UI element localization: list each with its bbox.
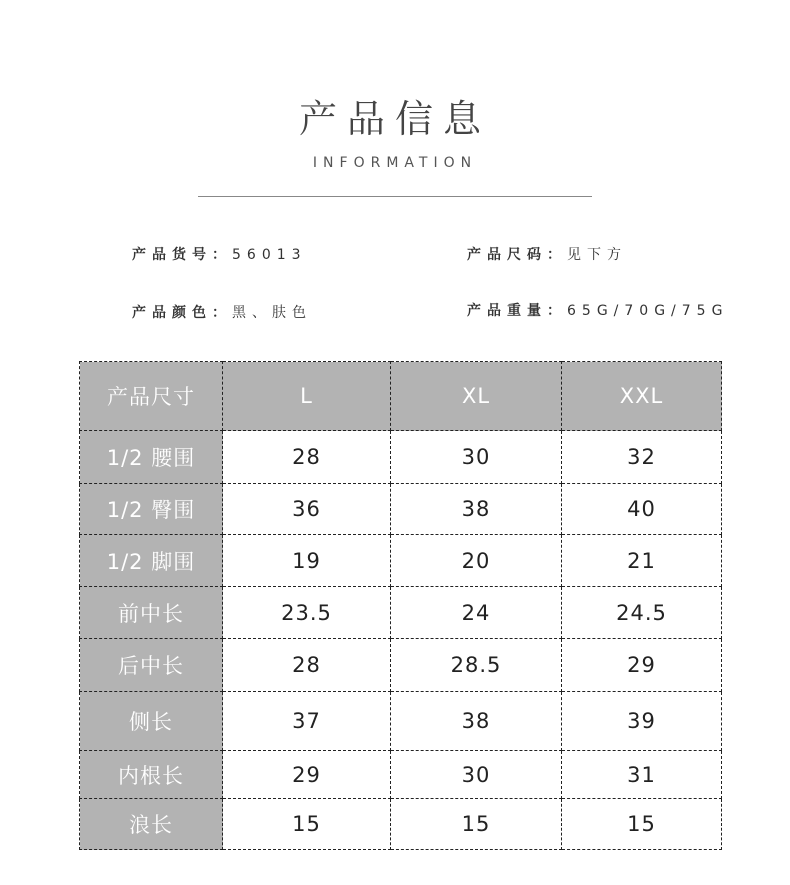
table-row bbox=[80, 587, 722, 639]
info-item-no bbox=[132, 244, 307, 264]
row-label: 侧长 bbox=[80, 692, 223, 751]
table-cell: 30 bbox=[391, 431, 562, 484]
table-cell: 19 bbox=[223, 535, 391, 587]
row-label: 1/2 脚围 bbox=[80, 535, 223, 587]
table-row bbox=[80, 751, 722, 799]
row-label: 1/2 腰围 bbox=[80, 431, 223, 484]
table-row bbox=[80, 535, 722, 587]
row-label: 后中长 bbox=[80, 639, 223, 692]
divider bbox=[198, 196, 592, 197]
info-weight-value: 65G/70G/75G bbox=[567, 303, 729, 319]
table-cell: 40 bbox=[562, 484, 722, 535]
table-cell: 20 bbox=[391, 535, 562, 587]
size-table-header-row bbox=[80, 362, 722, 431]
table-cell: 39 bbox=[562, 692, 722, 751]
size-column-header: XXL bbox=[562, 362, 722, 431]
table-cell: 37 bbox=[223, 692, 391, 751]
size-table-corner: 产品尺寸 bbox=[80, 362, 223, 431]
info-size-value: 见下方 bbox=[567, 247, 627, 263]
table-cell: 29 bbox=[562, 639, 722, 692]
table-cell: 28 bbox=[223, 639, 391, 692]
table-cell: 15 bbox=[562, 799, 722, 850]
table-cell: 36 bbox=[223, 484, 391, 535]
row-label: 内根长 bbox=[80, 751, 223, 799]
table-cell: 24.5 bbox=[562, 587, 722, 639]
row-label: 前中长 bbox=[80, 587, 223, 639]
table-cell: 23.5 bbox=[223, 587, 391, 639]
table-row bbox=[80, 484, 722, 535]
table-cell: 24 bbox=[391, 587, 562, 639]
page-title: 产品信息 bbox=[298, 97, 491, 141]
table-row bbox=[80, 692, 722, 751]
table-row bbox=[80, 639, 722, 692]
info-color-label: 产品颜色： bbox=[132, 305, 232, 321]
table-cell: 32 bbox=[562, 431, 722, 484]
row-label: 1/2 臀围 bbox=[80, 484, 223, 535]
info-weight bbox=[467, 300, 728, 320]
table-cell: 28.5 bbox=[391, 639, 562, 692]
info-color-value: 黑、肤色 bbox=[232, 305, 312, 321]
info-weight-label: 产品重量： bbox=[467, 303, 567, 319]
table-cell: 15 bbox=[223, 799, 391, 850]
info-item-no-value: 56013 bbox=[232, 247, 307, 263]
table-cell: 28 bbox=[223, 431, 391, 484]
page-subtitle: INFORMATION bbox=[312, 155, 478, 171]
table-cell: 30 bbox=[391, 751, 562, 799]
table-row bbox=[80, 431, 722, 484]
info-size-label: 产品尺码： bbox=[467, 247, 567, 263]
table-cell: 38 bbox=[391, 692, 562, 751]
table-cell: 15 bbox=[391, 799, 562, 850]
table-cell: 21 bbox=[562, 535, 722, 587]
info-color bbox=[132, 302, 312, 322]
size-column-header: L bbox=[223, 362, 391, 431]
row-label: 浪长 bbox=[80, 799, 223, 850]
size-column-header: XL bbox=[391, 362, 562, 431]
table-cell: 29 bbox=[223, 751, 391, 799]
info-item-no-label: 产品货号： bbox=[132, 247, 232, 263]
table-cell: 31 bbox=[562, 751, 722, 799]
size-table bbox=[79, 361, 722, 850]
table-row bbox=[80, 799, 722, 850]
table-cell: 38 bbox=[391, 484, 562, 535]
info-size bbox=[467, 244, 627, 264]
